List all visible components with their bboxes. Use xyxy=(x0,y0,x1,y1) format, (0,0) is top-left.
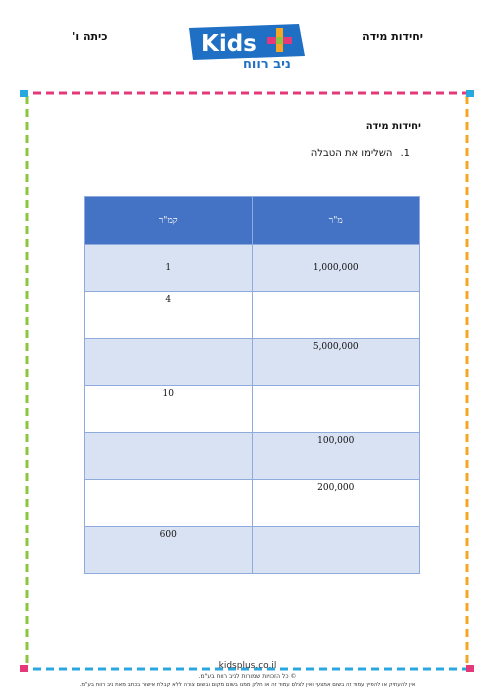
cell-km2[interactable] xyxy=(85,292,253,339)
cell-km2 xyxy=(85,527,253,574)
table-row xyxy=(85,292,420,339)
question-number: 1. xyxy=(400,148,410,159)
cell-km2 xyxy=(85,386,253,433)
cell-m2-value: 100,000 xyxy=(317,436,355,446)
cell-m2[interactable] xyxy=(252,292,420,339)
table-row xyxy=(85,527,420,574)
table-row xyxy=(85,480,420,527)
worksheet-topic: יחידות מידה xyxy=(362,30,423,43)
table-row xyxy=(85,386,420,433)
table-row xyxy=(85,245,420,292)
question-text: השלימו את הטבלה xyxy=(310,148,393,159)
cell-m2-value: 5,000,000 xyxy=(312,342,359,352)
cell-m2[interactable] xyxy=(252,527,420,574)
cell-km2[interactable] xyxy=(85,480,253,527)
table-row xyxy=(85,433,420,480)
footer-website[interactable]: kidsplus.co.il xyxy=(218,661,277,671)
table-row xyxy=(85,339,420,386)
conversion-table xyxy=(84,196,420,574)
header-m2: מ"ר xyxy=(252,197,420,245)
section-title: יחידות מידה xyxy=(365,121,421,132)
cell-m2[interactable] xyxy=(252,386,420,433)
footer-copyright: © כל הזכויות שמורות לניב רווח בע"מ. xyxy=(198,673,297,680)
cell-m2 xyxy=(252,433,420,480)
cell-km2[interactable] xyxy=(85,339,253,386)
cell-m2 xyxy=(252,480,420,527)
cell-km2-value: 600 xyxy=(159,530,177,540)
logo-text: Kids xyxy=(201,31,257,57)
cell-km2: 1 xyxy=(85,245,253,292)
cell-m2 xyxy=(252,339,420,386)
cell-m2-value: 200,000 xyxy=(317,483,355,493)
header-km2: קמ"ר xyxy=(85,197,253,245)
cell-m2: 1,000,000 xyxy=(252,245,420,292)
cell-km2-value: 4 xyxy=(165,295,172,305)
grade-label: כיתה ו' xyxy=(72,30,108,43)
footer-legal-notice: אין להעתיק או להפיץ עמוד זה בשום אמצעי ואין לצלם עמוד זה או חלק ממנו בשום מקום ובשום צורה ללא קבלת אישור בכתב מאת ניב רווח בע"מ. xyxy=(79,682,416,688)
logo-subtitle: ניב רווח xyxy=(243,57,291,72)
question-1 xyxy=(311,148,410,159)
cell-km2-value: 10 xyxy=(162,389,174,399)
cell-km2[interactable] xyxy=(85,433,253,480)
